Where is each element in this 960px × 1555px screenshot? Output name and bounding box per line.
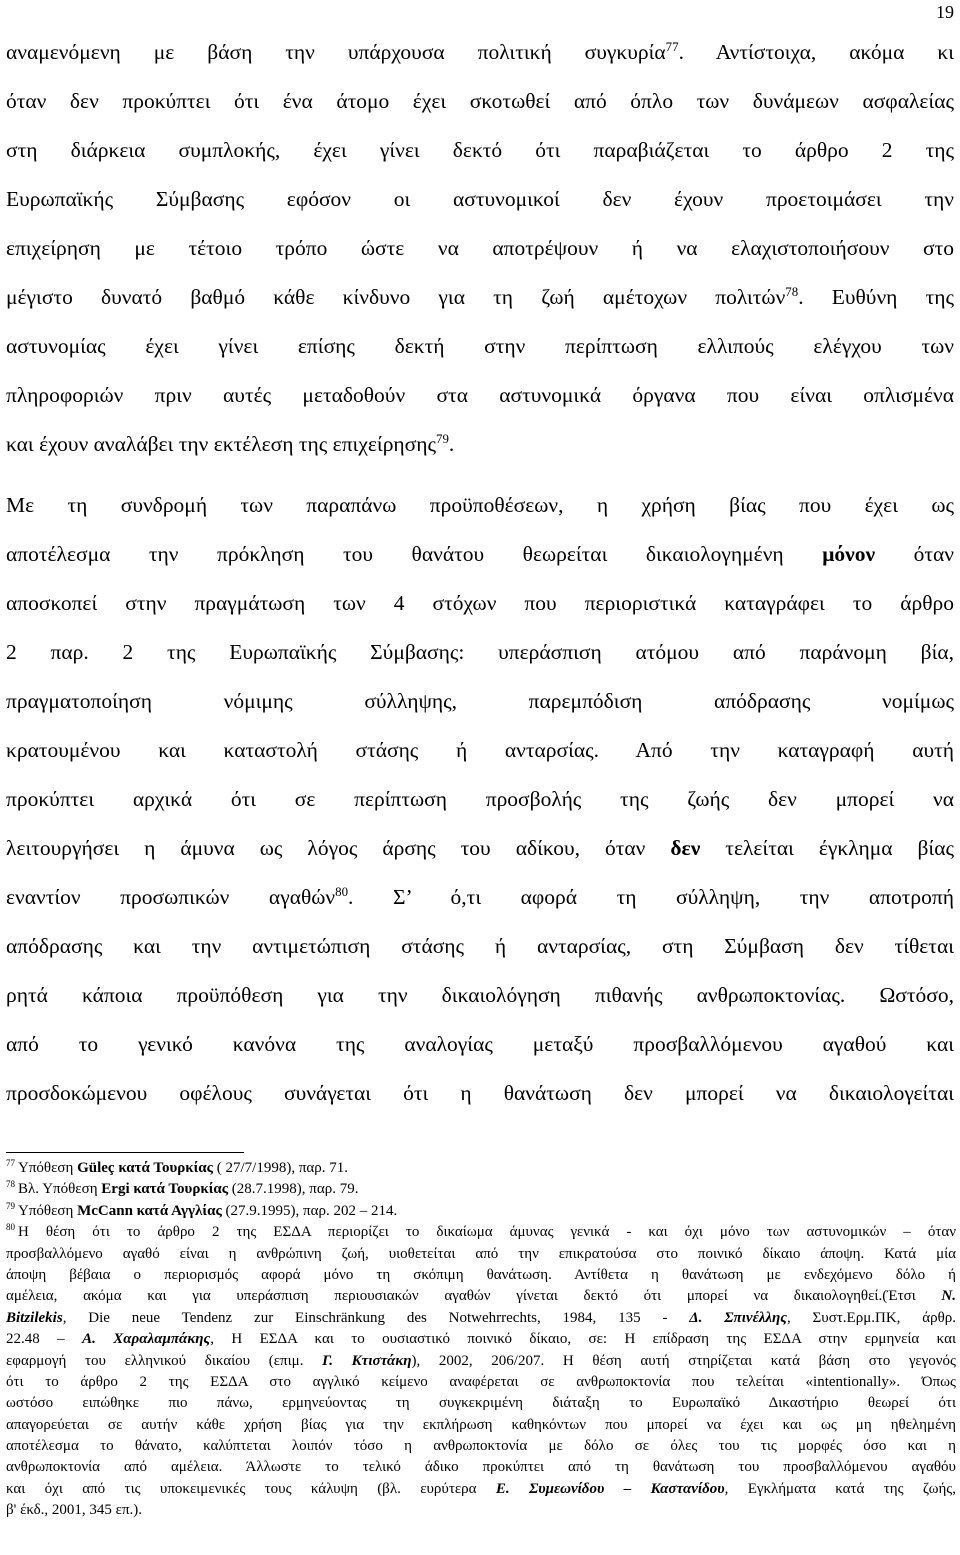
footnote-line xyxy=(6,1351,956,1372)
author-name: Α. Χαραλαμπάκης xyxy=(82,1331,211,1348)
footnote-reference: 78 xyxy=(6,1179,15,1190)
paragraph-2 xyxy=(6,481,954,1118)
footnote-reference: 77 xyxy=(6,1158,15,1168)
text-run: μέγιστο δυνατό βαθμό κάθε κίνδυνο για τη ζωή αμέτοχων πολιτών xyxy=(6,285,786,309)
footnote-line xyxy=(6,1372,956,1393)
text-line xyxy=(6,628,954,677)
footnote-reference: 79 xyxy=(436,431,449,446)
text-run: αστυνομίας έχει γίνει επίσης δεκτή στην περίπτωση ελλιπούς ελέγχου των xyxy=(6,334,954,358)
text-run: 2 παρ. 2 της Ευρωπαϊκής Σύμβασης: υπεράσπιση ατόμου από παράνομη βία, xyxy=(6,640,954,664)
text-line xyxy=(6,420,954,469)
text-line xyxy=(6,922,954,971)
text-run: από το γενικό κανόνα της αναλογίας μεταξύ προσβαλλόμενου αγαθού και xyxy=(6,1032,954,1056)
footnote-line xyxy=(6,1393,956,1414)
footnote-line xyxy=(6,1158,956,1179)
footnote-line xyxy=(6,1500,956,1521)
page-number: 19 xyxy=(936,2,954,22)
text-line xyxy=(6,273,954,322)
text-line xyxy=(6,579,954,628)
author-name: Ε. Συμεωνίδου – Καστανίδου xyxy=(495,1480,725,1497)
text-run: β' έκδ., 2001, 345 επ.). xyxy=(6,1502,143,1519)
text-run: επιχείρηση με τέτοιο τρόπο ώστε να αποτρέψουν ή να ελαχιστοποιήσουν στο xyxy=(6,236,954,260)
bold-text: Ergi κατά Τουρκίας xyxy=(101,1181,229,1198)
text-line xyxy=(6,224,954,273)
footnote-line xyxy=(6,1329,956,1350)
footnote-line xyxy=(6,1436,956,1457)
text-run: προσδοκώμενου οφέλους συνάγεται ότι η θανάτωση δεν μπορεί να δικαιολογείται xyxy=(6,1081,954,1105)
body-text xyxy=(6,28,954,1118)
footnote-reference: 79 xyxy=(6,1200,15,1211)
author-name: Δ. Σπινέλλης xyxy=(689,1309,787,1326)
footnote-line xyxy=(6,1457,956,1478)
text-line xyxy=(6,530,954,579)
text-run: τελείται έγκλημα βίας xyxy=(700,836,954,860)
footnote-line xyxy=(6,1479,956,1500)
text-run: . Ευθύνη της xyxy=(798,285,954,309)
text-run: , Η ΕΣΔΑ και το ουσιαστικό ποινικό δίκαιο, σε: Η επίδραση της ΕΣΔΑ στην ερμηνεία και xyxy=(210,1331,956,1348)
text-run: , Συστ.Ερμ.ΠΚ, άρθρ. xyxy=(786,1309,957,1326)
text-run: ανθρωποκτονία από αμέλεια. Άλλωστε το τελικό άδικο προκύπτει από τη θανάτωση του προσβαλλόμενου αγαθόυ xyxy=(6,1459,956,1476)
text-line xyxy=(6,322,954,371)
text-run: κρατουμένου και καταστολή στάσης ή ανταρσίας. Από την καταγραφή αυτή xyxy=(6,738,954,762)
text-run: όταν δεν προκύπτει ότι ένα άτομο έχει σκοτωθεί από όπλο των δυνάμεων ασφαλείας xyxy=(6,89,954,113)
footnote-reference: 77 xyxy=(665,39,679,54)
text-run: πραγματοποίηση νόμιμης σύλληψης, παρεμπόδιση απόδρασης νομίμως xyxy=(6,689,954,713)
footnote-line xyxy=(6,1179,956,1200)
text-run: Υπόθεση xyxy=(18,1202,78,1219)
text-line xyxy=(6,726,954,775)
text-run: (28.7.1998), παρ. 79. xyxy=(228,1181,359,1198)
text-run: όταν xyxy=(875,542,954,566)
text-line xyxy=(6,175,954,224)
text-run: Υπόθεση xyxy=(18,1160,78,1176)
bold-text: μόνον xyxy=(822,542,876,566)
footnote-line xyxy=(6,1308,956,1329)
text-run: ( 27/7/1998), παρ. 71. xyxy=(213,1160,348,1176)
text-run: αποσκοπεί στην πραγμάτωση των 4 στόχων που περιοριστικά καταγράφει το άρθρο xyxy=(6,591,954,615)
paragraph-gap xyxy=(6,469,954,481)
text-run: ρητά κάποια προϋπόθεση για την δικαιολόγηση πιθανής ανθρωποκτονίας. Ωστόσο, xyxy=(6,983,954,1007)
bold-text: Güleç κατά Τουρκίας xyxy=(77,1160,213,1176)
author-name: N. xyxy=(941,1288,956,1305)
text-run: προκύπτει αρχικά ότι σε περίπτωση προσβολής της ζωής δεν μπορεί να xyxy=(6,787,954,811)
text-run: στη διάρκεια συμπλοκής, έχει γίνει δεκτό ότι παραβιάζεται το άρθρο 2 της xyxy=(6,138,954,162)
text-run: Με τη συνδρομή των παραπάνω προϋποθέσεων, η χρήση βίας που έχει ως xyxy=(6,493,954,517)
text-run: εναντίον προσωπικών αγαθών xyxy=(6,885,336,909)
footnote-line xyxy=(6,1244,956,1265)
footnote-line xyxy=(6,1265,956,1286)
author-name: Γ. Κτιστάκη xyxy=(322,1352,412,1369)
text-run: εφαρμογή του ελληνικού δικαίου (επιμ. xyxy=(6,1352,323,1369)
text-run: . Αντίστοιχα, ακόμα κι xyxy=(678,40,954,64)
text-run: αναμενόμενη με βάση την υπάρχουσα πολιτική συγκυρία xyxy=(6,40,666,64)
text-line xyxy=(6,873,954,922)
text-line xyxy=(6,824,954,873)
text-run: άποψη βέβαια ο περιορισμός αφορά μόνο τη σκόπιμη θανάτωση. Αντίθετα η θανάτωση με ενδεχόμενο δόλο ή xyxy=(6,1266,956,1283)
text-run: λειτουργήσει η άμυνα ως λόγος άρσης του αδίκου, όταν xyxy=(6,836,671,860)
footnote-line xyxy=(6,1201,956,1222)
text-run: Ευρωπαϊκής Σύμβασης εφόσον οι αστυνομικοί δεν έχουν προετοιμάσει την xyxy=(6,187,954,211)
text-run: Βλ. Υπόθεση xyxy=(18,1181,102,1198)
text-run: ότι το άρθρο 2 της ΕΣΔΑ στο αγγλικό κείμενο αναφέρεται σε ανθρωποκτονία που τελείται «intentionally». Όπως xyxy=(6,1373,956,1390)
footnote-reference: 80 xyxy=(6,1222,15,1233)
footnote-separator xyxy=(6,1152,244,1153)
bold-text: δεν xyxy=(670,836,701,860)
text-line xyxy=(6,28,954,77)
text-run: 22.48 – xyxy=(6,1331,83,1348)
text-line xyxy=(6,481,954,530)
footnotes xyxy=(6,1158,956,1522)
footnote-line xyxy=(6,1286,956,1307)
text-line xyxy=(6,971,954,1020)
text-run: προσβαλλόμενο αγαθό είναι η ανθρώπινη ζωή, υιοθετείται από την επικρατούσα στο ποινικό δίκαιο άποψη. Κατά μία xyxy=(6,1245,956,1262)
text-run: . xyxy=(448,432,455,456)
text-run: , Die neue Tendenz zur Einschränkung des Notwehrrechts, 1984, 135 - xyxy=(62,1309,690,1326)
text-run: ωστόσο ειπώθηκε πιο πάνω, ερμηνεύοντας τη συγκεκριμένη διάταξη το Ευρωπαϊκό Δικαστήριο θεωρεί ότι xyxy=(6,1395,956,1412)
text-run: , Εγκλήματα κατά της ζωής, xyxy=(724,1480,956,1497)
text-line xyxy=(6,1020,954,1069)
text-run: απαγορεύεται σε αυτήν κάθε χρήση βίας για την εκπλήρωση καθηκόντων που μπορεί να έχει και ως μη ηθελημένη xyxy=(6,1416,956,1433)
text-run: ), 2002, 206/207. Η θέση αυτή στηρίζεται κατά βάση στο γεγονός xyxy=(411,1352,956,1369)
text-run: Η θέση ότι το άρθρο 2 της ΕΣΔΑ περιορίζει το δικαίωμα άμυνας γενικά - και όχι μόνο των αστυνομικών – όταν xyxy=(18,1224,956,1241)
footnote-line xyxy=(6,1222,956,1243)
text-line xyxy=(6,126,954,175)
text-line xyxy=(6,371,954,420)
text-run: πληροφοριών πριν αυτές μεταδοθούν στα αστυνομικά όργανα που είναι οπλισμένα xyxy=(6,383,954,407)
text-run: απόδρασης και την αντιμετώπιση στάσης ή ανταρσίας, στη Σύμβαση δεν τίθεται xyxy=(6,934,954,958)
footnote-line xyxy=(6,1415,956,1436)
text-run: αμέλεια, ακόμα και για υπεράσπιση περιουσιακών αγαθών γίνεται δεκτό ότι μπορεί να δικαιολογηθεί.(Έτσι xyxy=(6,1288,942,1305)
text-run: αποτέλεσμα την πρόκληση του θανάτου θεωρείται δικαιολογημένη xyxy=(6,542,823,566)
text-line xyxy=(6,77,954,126)
text-run: . Σ’ ό,τι αφορά τη σύλληψη, την αποτροπή xyxy=(348,885,954,909)
text-run: (27.9.1995), παρ. 202 – 214. xyxy=(221,1202,398,1219)
text-line xyxy=(6,677,954,726)
text-run: και έχουν αναλάβει την εκτέλεση της επιχείρησης xyxy=(6,432,437,456)
text-line xyxy=(6,1069,954,1118)
footnote-reference: 80 xyxy=(335,884,349,899)
bold-text: McCann κατά Αγγλίας xyxy=(77,1202,222,1219)
text-run: και όχι από τις υποκειμενικές τους κάλυψη (βλ. ευρύτερα xyxy=(6,1480,496,1497)
author-name: Bitzilekis xyxy=(6,1309,63,1326)
text-line xyxy=(6,775,954,824)
paragraph-1 xyxy=(6,28,954,469)
text-run: αποτέλεσμα το θάνατο, καλύπτεται λοιπόν τόσο η ανθρωποκτονία με δόλο σε όλες του τις μορφές όσο και η xyxy=(6,1438,956,1455)
footnote-reference: 78 xyxy=(785,284,799,299)
